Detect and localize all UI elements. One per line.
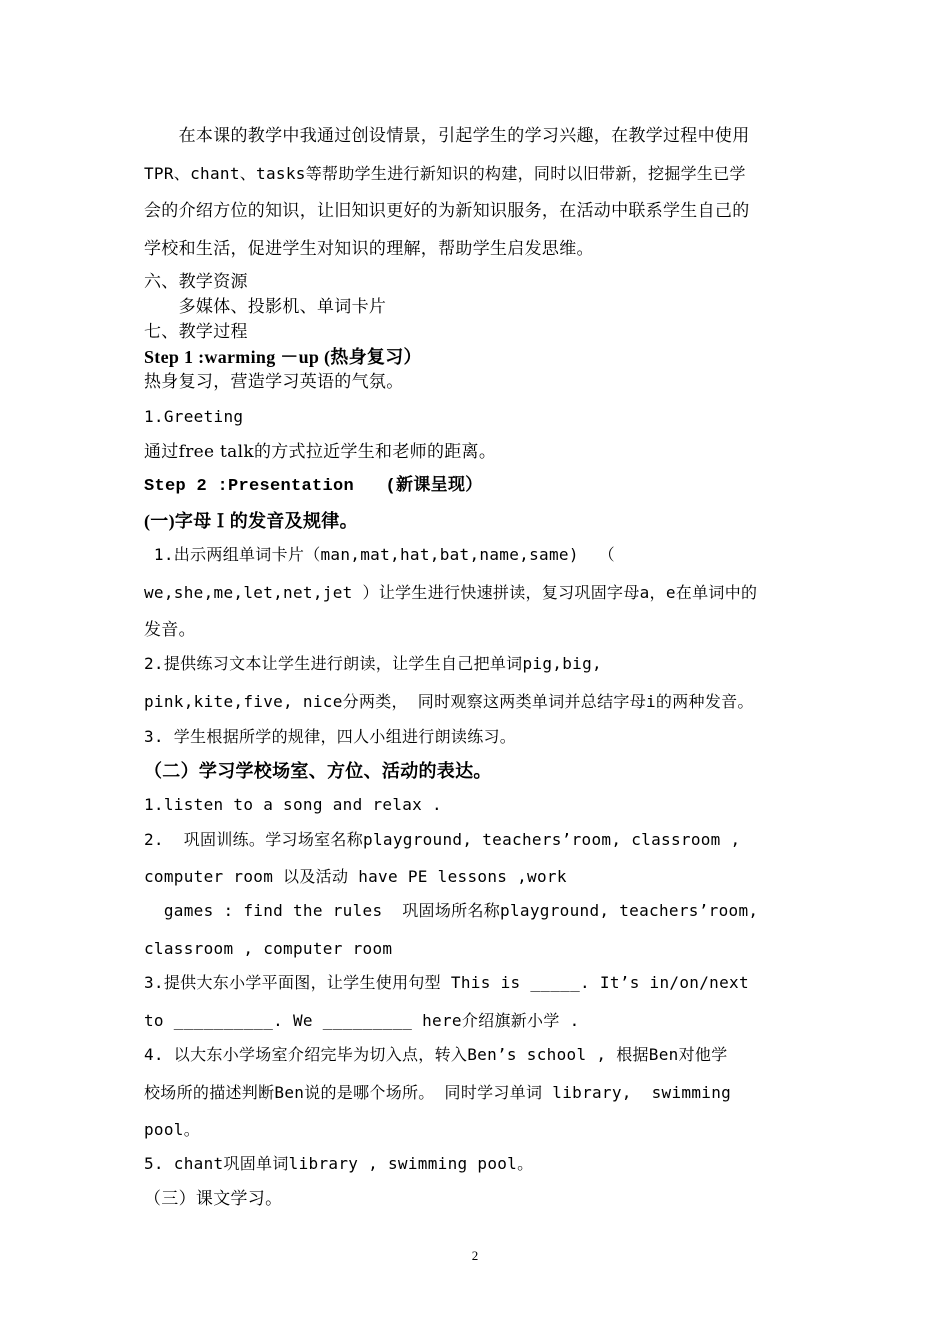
text-line: games : find the rules 巩固场所名称playground, teachers’room, [144,901,759,920]
section-heading: 六、教学资源 [144,272,248,292]
sub-heading: (一)字母Ｉ的发音及规律。 [144,511,358,531]
text-line: 2. 巩固训练。学习场室名称playground, teachers’room, classroom , [144,830,741,849]
text-line: pink,kite,five, nice分两类， 同时观察这两类单词并总结字母i的两种发音。 [144,692,754,711]
sub-heading: （三）课文学习。 [144,1189,283,1209]
text-line: to __________. We _________ here介绍旗新小学 . [144,1011,580,1030]
resource-list: 多媒体、投影机、单词卡片 [144,297,387,317]
text-line: 1.listen to a song and relax . [144,795,442,814]
section-heading: 七、教学过程 [144,322,248,342]
paragraph-line: TPR、chant、tasks等帮助学生进行新知识的构建，同时以旧带新，挖掘学生已学 [144,164,746,183]
paragraph-line: 会的介绍方位的知识，让旧知识更好的为新知识服务，在活动中联系学生自己的 [144,201,750,221]
text-line: computer room 以及活动 have PE lessons ,work [144,867,567,886]
text-line: pool。 [144,1120,201,1139]
paragraph-line: 在本课的教学中我通过创设情景，引起学生的学习兴趣，在教学过程中使用 [144,126,750,146]
text-line: 热身复习，营造学习英语的气氛。 [144,372,404,392]
page-number: 2 [471,1248,479,1263]
text-line: 2.提供练习文本让学生进行朗读，让学生自己把单词pig,big, [144,654,602,673]
text-line: 3. 学生根据所学的规律，四人小组进行朗读练习。 [144,727,517,746]
text-line: 1.Greeting [144,407,244,426]
paragraph-line: 学校和生活，促进学生对知识的理解，帮助学生启发思维。 [144,239,594,259]
text-line: 通过free talk的方式拉近学生和老师的距离。 [144,442,497,462]
step-heading: Step 2 :Presentation (新课呈现） [144,477,483,496]
text-line: we,she,me,let,net,jet ）让学生进行快速拼读，复习巩固字母a，e在单词中的 [144,583,758,602]
sub-heading: （二）学习学校场室、方位、活动的表达。 [144,761,492,781]
text-line: 4. 以大东小学场室介绍完毕为切入点，转入Ben’s school , 根据Ben对他学 [144,1045,728,1064]
step-heading: Step 1 :warming －up (热身复习） [144,347,422,367]
text-line: 1.出示两组单词卡片（man,mat,hat,bat,name,same) （ [144,545,615,564]
text-line: 发音。 [144,620,196,640]
text-line: classroom , computer room [144,939,393,958]
text-line: 校场所的描述判断Ben说的是哪个场所。 同时学习单词 library, swimming [144,1083,732,1102]
text-line: 5. chant巩固单词library , swimming pool。 [144,1154,534,1173]
text-line: 3.提供大东小学平面图，让学生使用句型 This is _____. It’s in/on/next [144,973,749,992]
